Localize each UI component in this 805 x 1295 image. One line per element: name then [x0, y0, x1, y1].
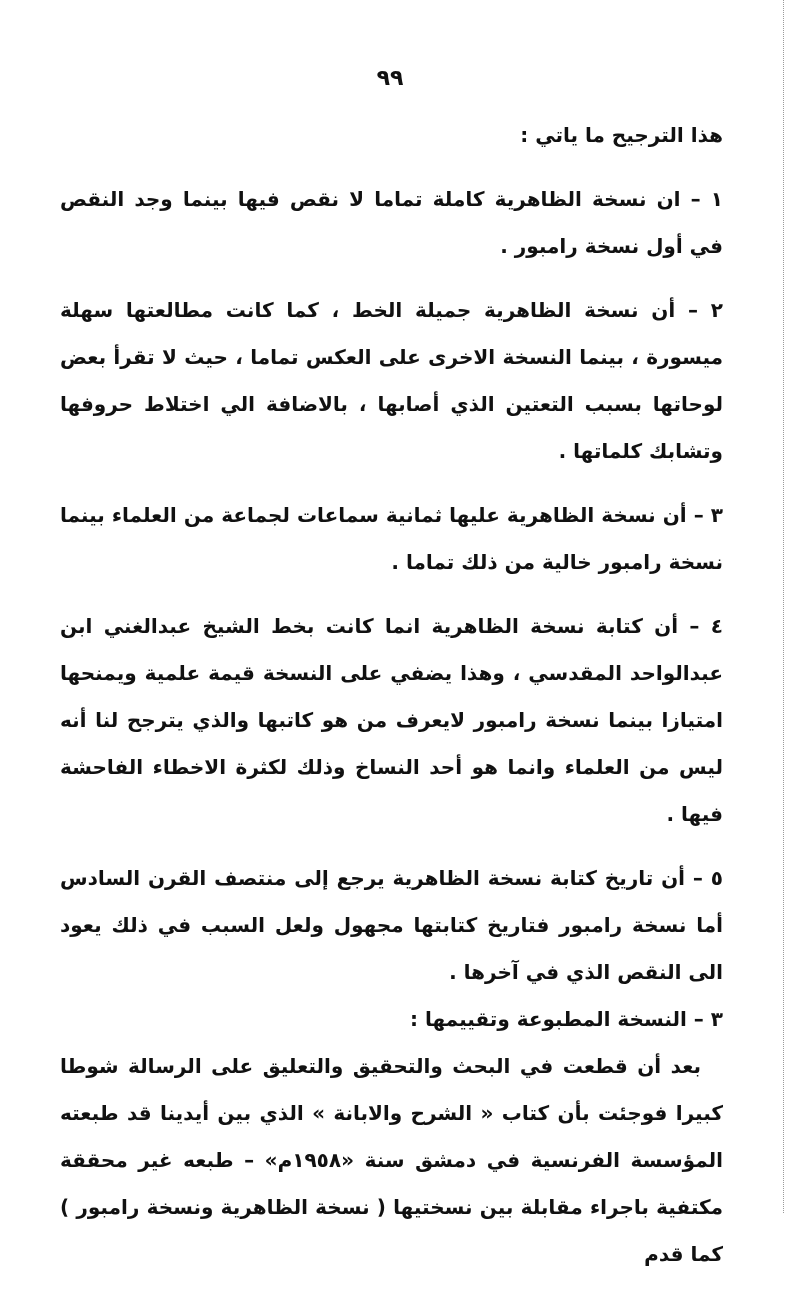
point-3: ٣ – أن نسخة الظاهرية عليها ثمانية سماعات لجماعة من العلماء بينما نسخة رامبور خالية من ذلك تماما .	[60, 503, 723, 574]
page-edge-line	[783, 0, 785, 1213]
section-heading: ٣ – النسخة المطبوعة وتقييمها :	[410, 1007, 723, 1031]
point-2: ٢ – أن نسخة الظاهرية جميلة الخط ، كما كانت مطالعتها سهلة ميسورة ، بينما النسخة الاخرى على العكس تماما ، حيث لا تقرأ بعض لوحاتها بسبب التعتين الذي أصابها ، بالاضافة الي اختلاط حروفها وتشابك كلماتها .	[60, 298, 723, 463]
closing-paragraph: بعد أن قطعت في البحث والتحقيق والتعليق على الرسالة شوطا كبيرا فوجئت بأن كتاب « الشرح والابانة » الذي بين أيدينا قد طبعته المؤسسة الفرنسية في دمشق سنة «١٩٥٨م» – طبعه غير محققة مكتفية باجراء مقابلة بين نسختيها ( نسخة الظاهرية ونسخة رامبور ) كما قدم	[60, 1054, 723, 1266]
body-text	[60, 112, 723, 1295]
point-1: ١ – ان نسخة الظاهرية كاملة تماما لا نقص فيها بينما وجد النقص في أول نسخة رامبور .	[60, 187, 723, 258]
point-4: ٤ – أن كتابة نسخة الظاهرية انما كانت بخط الشيخ عبدالغني ابن عبدالواحد المقدسي ، وهذا يضفي على النسخة قيمة علمية ويمنحها امتيازا بينما نسخة رامبور لايعرف من هو كاتبها والذي يترجح لنا أنه ليس من العلماء وانما هو أحد النساخ وذلك لكثرة الاخطاء الفاحشة فيها .	[60, 614, 723, 826]
point-5: ٥ – أن تاريخ كتابة نسخة الظاهرية يرجع إلى منتصف القرن السادس أما نسخة رامبور فتاريخ كتابتها مجهول ولعل السبب في ذلك يعود الى النقص الذي في آخرها .	[60, 866, 723, 984]
intro-line: هذا الترجيح ما ياتي :	[520, 123, 723, 147]
page-number: ٩٩	[376, 66, 404, 91]
